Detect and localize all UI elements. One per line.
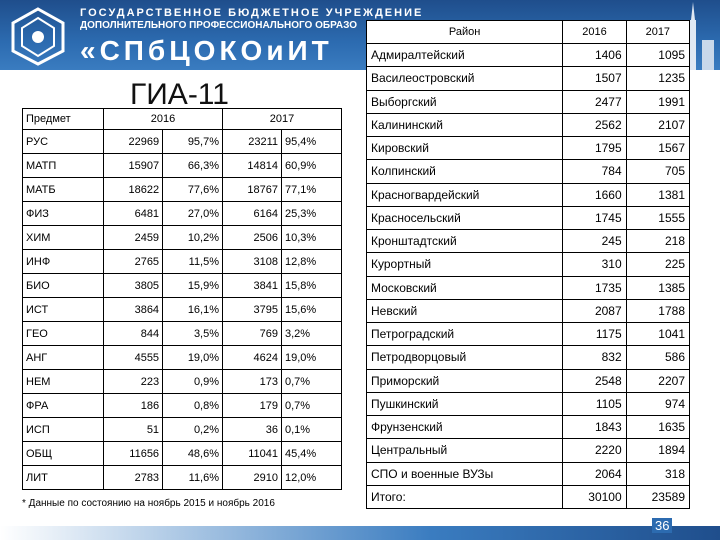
percent-2017: 12,8% [282,250,342,274]
district-name: Фрунзенский [367,416,563,439]
subject-row [23,178,342,202]
district-value-2016: 1745 [563,206,626,229]
district-row [367,160,690,183]
subject-name: ОБЩ [23,442,104,466]
percent-2017: 0,7% [282,370,342,394]
district-row [367,276,690,299]
percent-2016: 10,2% [163,226,223,250]
subject-name: ФРА [23,394,104,418]
district-value-2017: 318 [626,462,689,485]
subject-name: ИСТ [23,298,104,322]
count-2017: 3108 [223,250,282,274]
district-value-2017: 1041 [626,323,689,346]
subject-row [23,130,342,154]
percent-2016: 66,3% [163,154,223,178]
district-value-2016: 1406 [563,44,626,67]
district-name: Кронштадтский [367,230,563,253]
subject-row [23,202,342,226]
district-value-2017: 2107 [626,113,689,136]
percent-2016: 0,2% [163,418,223,442]
district-name: Пушкинский [367,392,563,415]
subject-row [23,370,342,394]
count-2016: 844 [104,322,163,346]
district-name: Колпинский [367,160,563,183]
subject-row [23,418,342,442]
count-2016: 2765 [104,250,163,274]
subjects-header-row [23,109,342,130]
percent-2017: 60,9% [282,154,342,178]
count-2017: 769 [223,322,282,346]
count-2016: 11656 [104,442,163,466]
percent-2017: 45,4% [282,442,342,466]
percent-2016: 0,9% [163,370,223,394]
count-2017: 23211 [223,130,282,154]
district-row [367,462,690,485]
percent-2017: 12,0% [282,466,342,490]
district-row [367,253,690,276]
subject-row [23,394,342,418]
percent-2017: 77,1% [282,178,342,202]
subject-name: РУС [23,130,104,154]
count-2016: 15907 [104,154,163,178]
page-title: ГИА-11 [130,78,229,111]
subject-row [23,250,342,274]
percent-2017: 3,2% [282,322,342,346]
subject-row [23,322,342,346]
district-value-2017: 586 [626,346,689,369]
subject-name: ГЕО [23,322,104,346]
district-value-2016: 1735 [563,276,626,299]
subject-row [23,154,342,178]
district-value-2016: 2562 [563,113,626,136]
count-2017: 173 [223,370,282,394]
district-2016-header: 2016 [563,21,626,44]
district-value-2017: 705 [626,160,689,183]
subject-row [23,298,342,322]
district-row [367,439,690,462]
district-row [367,299,690,322]
district-value-2017: 974 [626,392,689,415]
district-row [367,67,690,90]
district-value-2017: 2207 [626,369,689,392]
district-value-2017: 1555 [626,206,689,229]
percent-2016: 15,9% [163,274,223,298]
district-row [367,90,690,113]
district-name: Петроградский [367,323,563,346]
district-name: Красносельский [367,206,563,229]
count-2017: 6164 [223,202,282,226]
district-value-2017: 1788 [626,299,689,322]
count-2017: 11041 [223,442,282,466]
district-name: Московский [367,276,563,299]
district-value-2017: 1385 [626,276,689,299]
district-value-2016: 1660 [563,183,626,206]
district-value-2016: 310 [563,253,626,276]
district-name: Калининский [367,113,563,136]
year-2017-header: 2017 [223,109,342,130]
count-2016: 22969 [104,130,163,154]
subject-name: НЕМ [23,370,104,394]
percent-2016: 95,7% [163,130,223,154]
district-value-2016: 2064 [563,462,626,485]
district-2017-header: 2017 [626,21,689,44]
district-value-2016: 832 [563,346,626,369]
district-row [367,183,690,206]
districts-table [366,20,690,509]
district-value-2016: 2220 [563,439,626,462]
subject-name: ИНФ [23,250,104,274]
organization-logo-icon [8,6,68,66]
district-value-2016: 2548 [563,369,626,392]
district-name: Василеостровский [367,67,563,90]
percent-2016: 27,0% [163,202,223,226]
count-2017: 3841 [223,274,282,298]
district-value-2016: 784 [563,160,626,183]
percent-2017: 19,0% [282,346,342,370]
brand-name: «СПбЦОКОиИТ [80,35,333,66]
subject-name: ХИМ [23,226,104,250]
district-row [367,44,690,67]
percent-2016: 19,0% [163,346,223,370]
count-2016: 2783 [104,466,163,490]
percent-2016: 11,5% [163,250,223,274]
count-2016: 6481 [104,202,163,226]
district-row [367,137,690,160]
count-2016: 51 [104,418,163,442]
count-2017: 2506 [223,226,282,250]
page-number: 36 [652,518,672,533]
count-2017: 4624 [223,346,282,370]
subject-row [23,466,342,490]
subjects-table [22,108,342,490]
percent-2016: 3,5% [163,322,223,346]
district-row [367,230,690,253]
subject-name: АНГ [23,346,104,370]
districts-header-row [367,21,690,44]
district-value-2017: 23589 [626,485,689,508]
percent-2016: 11,6% [163,466,223,490]
subject-row [23,346,342,370]
district-row [367,369,690,392]
subject-name: ИСП [23,418,104,442]
subject-name: ЛИТ [23,466,104,490]
district-value-2016: 1175 [563,323,626,346]
district-value-2016: 1843 [563,416,626,439]
count-2016: 4555 [104,346,163,370]
district-name: Центральный [367,439,563,462]
district-value-2017: 1894 [626,439,689,462]
count-2017: 36 [223,418,282,442]
district-name: СПО и военные ВУЗы [367,462,563,485]
subject-name: БИО [23,274,104,298]
district-value-2017: 1567 [626,137,689,160]
header-line-2: ДОПОЛНИТЕЛЬНОГО ПРОФЕССИОНАЛЬНОГО ОБРАЗО [80,20,357,31]
district-name: Приморский [367,369,563,392]
district-row [367,206,690,229]
count-2017: 18767 [223,178,282,202]
subject-column-header: Предмет [23,109,104,130]
percent-2017: 25,3% [282,202,342,226]
district-row [367,392,690,415]
district-value-2017: 225 [626,253,689,276]
percent-2017: 15,8% [282,274,342,298]
district-value-2017: 1235 [626,67,689,90]
count-2017: 179 [223,394,282,418]
subject-row [23,442,342,466]
percent-2017: 0,7% [282,394,342,418]
percent-2016: 77,6% [163,178,223,202]
count-2016: 3805 [104,274,163,298]
district-name: Кировский [367,137,563,160]
count-2016: 18622 [104,178,163,202]
count-2016: 186 [104,394,163,418]
district-name: Петродворцовый [367,346,563,369]
subject-row [23,226,342,250]
year-2016-header: 2016 [104,109,223,130]
district-value-2016: 1507 [563,67,626,90]
district-value-2017: 1095 [626,44,689,67]
percent-2016: 16,1% [163,298,223,322]
percent-2017: 15,6% [282,298,342,322]
footnote: * Данные по состоянию на ноябрь 2015 и ноябрь 2016 [22,498,275,509]
count-2016: 223 [104,370,163,394]
district-value-2017: 1991 [626,90,689,113]
district-name: Выборгский [367,90,563,113]
percent-2016: 48,6% [163,442,223,466]
district-value-2016: 1795 [563,137,626,160]
district-value-2016: 2087 [563,299,626,322]
count-2017: 2910 [223,466,282,490]
district-name: Невский [367,299,563,322]
district-value-2017: 1635 [626,416,689,439]
subject-name: ФИЗ [23,202,104,226]
subject-row [23,274,342,298]
district-column-header: Район [367,21,563,44]
district-value-2016: 245 [563,230,626,253]
district-name: Курортный [367,253,563,276]
district-row [367,346,690,369]
district-row [367,416,690,439]
district-row [367,113,690,136]
percent-2017: 95,4% [282,130,342,154]
district-value-2016: 1105 [563,392,626,415]
district-value-2017: 218 [626,230,689,253]
percent-2017: 10,3% [282,226,342,250]
count-2016: 3864 [104,298,163,322]
district-row [367,323,690,346]
percent-2017: 0,1% [282,418,342,442]
bottom-bar [0,526,720,540]
district-name: Красногвардейский [367,183,563,206]
subject-name: МАТП [23,154,104,178]
percent-2016: 0,8% [163,394,223,418]
district-value-2017: 1381 [626,183,689,206]
district-row [367,485,690,508]
count-2017: 14814 [223,154,282,178]
count-2016: 2459 [104,226,163,250]
district-name: Адмиралтейский [367,44,563,67]
header-line-1: ГОСУДАРСТВЕННОЕ БЮДЖЕТНОЕ УЧРЕЖДЕНИЕ [80,7,424,19]
district-value-2016: 30100 [563,485,626,508]
count-2017: 3795 [223,298,282,322]
district-name: Итого: [367,485,563,508]
district-value-2016: 2477 [563,90,626,113]
subject-name: МАТБ [23,178,104,202]
